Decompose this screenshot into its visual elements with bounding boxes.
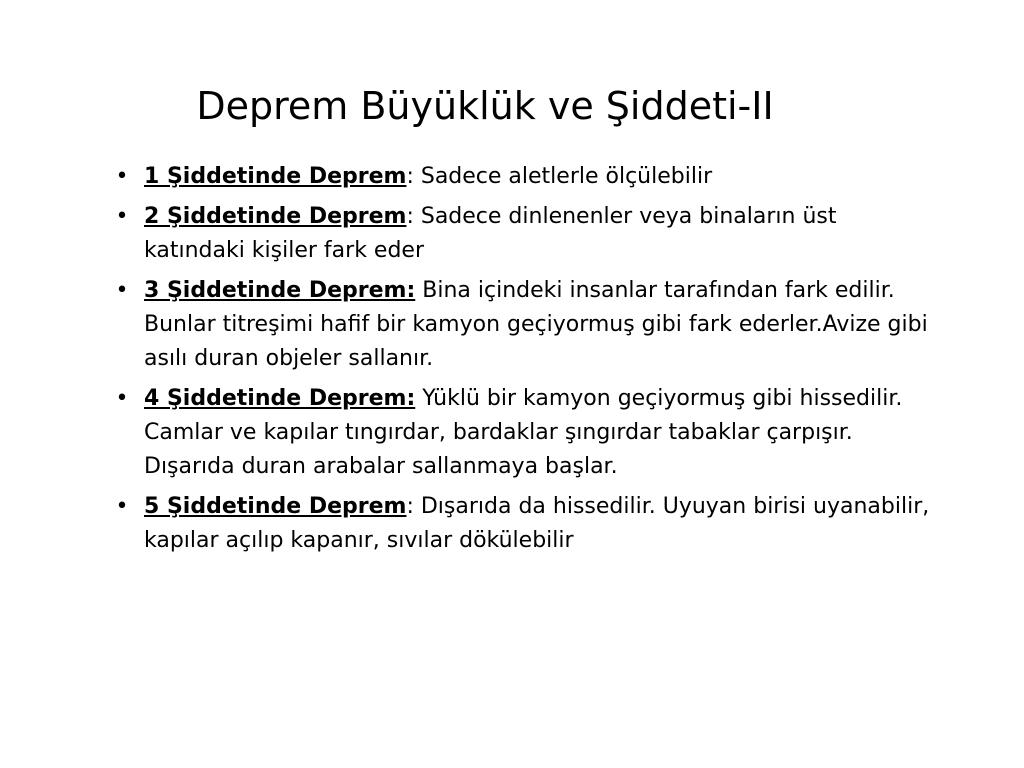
intensity-term: 4 Şiddetinde Deprem: [144, 386, 416, 411]
term-separator: : [406, 494, 421, 519]
bullet-icon: • [115, 204, 129, 229]
list-item [112, 382, 942, 484]
bullet-list [112, 160, 942, 564]
term-separator: : [406, 204, 421, 229]
intensity-description: Sadece aletlerle ölçülebilir [420, 164, 713, 189]
intensity-term: 1 Şiddetinde Deprem [144, 164, 407, 189]
bullet-icon: • [115, 386, 129, 411]
intensity-description: Dışarıda da hissedilir. Uyuyan birisi uyanabilir, kapılar açılıp kapanır, sıvılar dökülebilir [144, 494, 930, 553]
bullet-icon: • [115, 494, 129, 519]
list-item [112, 160, 942, 194]
list-item [112, 490, 942, 558]
intensity-description: Yüklü bir kamyon geçiyormuş gibi hissedilir. Camlar ve kapılar tıngırdar, bardaklar şıngırdar tabaklar çarpışır. Dışarıda duran arabalar sallanmaya başlar. [144, 386, 903, 479]
bullet-icon: • [115, 164, 129, 189]
bullet-icon: • [115, 278, 129, 303]
intensity-term: 3 Şiddetinde Deprem: [144, 278, 416, 303]
list-item [112, 200, 942, 268]
intensity-term: 2 Şiddetinde Deprem [144, 204, 407, 229]
slide-title: Deprem Büyüklük ve Şiddeti-II [196, 84, 774, 128]
intensity-description: Sadece dinlenenler veya binaların üst katındaki kişiler fark eder [144, 204, 837, 263]
intensity-term: 5 Şiddetinde Deprem [144, 494, 407, 519]
intensity-description: Bina içindeki insanlar tarafından fark edilir. Bunlar titreşimi hafif bir kamyon geçiyormuş gibi fark ederler.Avize gibi asılı duran objeler sallanır. [144, 278, 928, 371]
list-item [112, 274, 942, 376]
term-separator: : [406, 164, 421, 189]
